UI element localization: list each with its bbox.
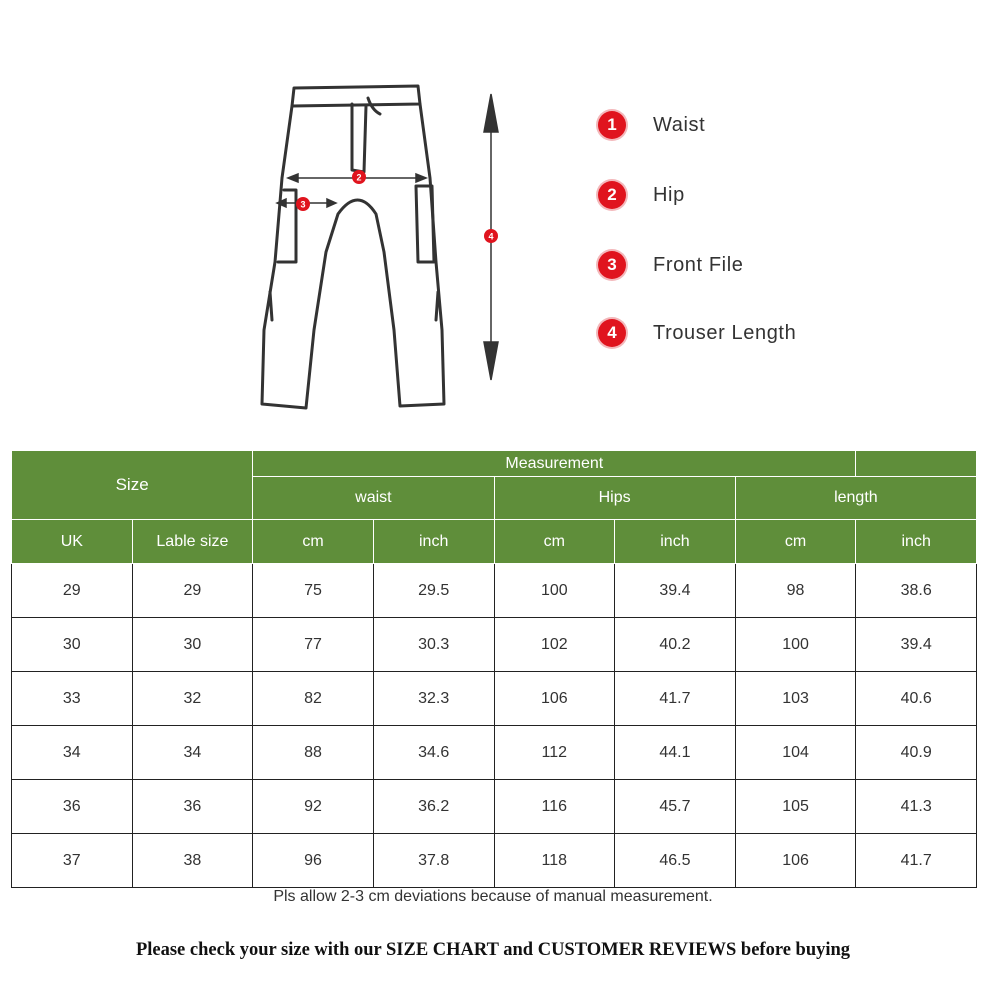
number-badge: 1 [598, 111, 626, 139]
hips-header: Hips [494, 477, 735, 520]
table-cell: 30 [132, 618, 253, 672]
legend-item-trouser-length [598, 318, 796, 348]
table-cell: 36 [12, 780, 133, 834]
table-cell: 37.8 [373, 834, 494, 888]
size-chart-table [11, 450, 977, 888]
table-cell: 103 [735, 672, 856, 726]
table-cell: 33 [12, 672, 133, 726]
table-cell: 41.3 [856, 780, 977, 834]
table-cell: 105 [735, 780, 856, 834]
table-row [12, 834, 977, 888]
table-cell: 36 [132, 780, 253, 834]
table-cell: 116 [494, 780, 615, 834]
table-cell: 106 [494, 672, 615, 726]
size-advice-footer: Please check your size with our SIZE CHART and CUSTOMER REVIEWS before buying [135, 940, 851, 960]
table-cell: 41.7 [615, 672, 736, 726]
column-header-lable-size: Lable size [132, 520, 253, 564]
legend-label: Trouser Length [653, 321, 797, 344]
table-row [12, 726, 977, 780]
table-cell: 32.3 [373, 672, 494, 726]
table-cell: 82 [253, 672, 374, 726]
hip-marker [352, 170, 366, 184]
table-cell: 29 [12, 564, 133, 618]
table-row [12, 618, 977, 672]
column-header-hips-cm: cm [494, 520, 615, 564]
table-cell: 38 [132, 834, 253, 888]
length-marker [484, 229, 498, 243]
number-badge: 4 [598, 319, 626, 347]
trouser-diagram [0, 0, 1000, 430]
number-badge: 2 [598, 181, 626, 209]
table-cell: 75 [253, 564, 374, 618]
legend-item-hip [598, 180, 685, 210]
table-cell: 34.6 [373, 726, 494, 780]
table-cell: 37 [12, 834, 133, 888]
deviation-note: Pls allow 2-3 cm deviations because of manual measurement. [273, 888, 713, 905]
table-cell: 96 [253, 834, 374, 888]
svg-text:4: 4 [488, 231, 494, 242]
table-cell: 104 [735, 726, 856, 780]
table-cell: 92 [253, 780, 374, 834]
table-cell: 112 [494, 726, 615, 780]
table-cell: 30 [12, 618, 133, 672]
svg-text:3: 3 [300, 199, 306, 210]
table-cell: 30.3 [373, 618, 494, 672]
front-file-marker [296, 197, 310, 211]
size-header: Size [12, 451, 253, 520]
legend-item-waist [598, 110, 705, 140]
waist-header: waist [253, 477, 494, 520]
legend-label: Waist [653, 113, 706, 136]
table-cell: 36.2 [373, 780, 494, 834]
table-row [12, 564, 977, 618]
column-header-waist-inch: inch [373, 520, 494, 564]
table-cell: 106 [735, 834, 856, 888]
table-cell: 34 [132, 726, 253, 780]
table-cell: 40.6 [856, 672, 977, 726]
table-row [12, 780, 977, 834]
legend-label: Front File [653, 253, 744, 276]
table-cell: 39.4 [856, 618, 977, 672]
legend-label: Hip [653, 183, 685, 206]
table-row [12, 672, 977, 726]
measurement-header: Measurement [253, 451, 856, 477]
column-header-hips-inch: inch [615, 520, 736, 564]
length-header: length [735, 477, 976, 520]
table-cell: 40.9 [856, 726, 977, 780]
table-cell: 29.5 [373, 564, 494, 618]
table-cell: 41.7 [856, 834, 977, 888]
number-badge: 3 [598, 251, 626, 279]
table-cell: 100 [735, 618, 856, 672]
table-cell: 46.5 [615, 834, 736, 888]
table-cell: 102 [494, 618, 615, 672]
table-cell: 32 [132, 672, 253, 726]
svg-text:2: 2 [356, 172, 362, 183]
header-filler [856, 451, 977, 477]
table-cell: 77 [253, 618, 374, 672]
table-cell: 39.4 [615, 564, 736, 618]
table-cell: 34 [12, 726, 133, 780]
column-header-length-cm: cm [735, 520, 856, 564]
legend-item-front-file [598, 250, 743, 280]
table-cell: 118 [494, 834, 615, 888]
column-header-uk: UK [12, 520, 133, 564]
table-cell: 100 [494, 564, 615, 618]
table-cell: 29 [132, 564, 253, 618]
table-cell: 88 [253, 726, 374, 780]
table-cell: 38.6 [856, 564, 977, 618]
column-header-waist-cm: cm [253, 520, 374, 564]
table-cell: 45.7 [615, 780, 736, 834]
table-cell: 98 [735, 564, 856, 618]
table-cell: 40.2 [615, 618, 736, 672]
table-cell: 44.1 [615, 726, 736, 780]
column-header-length-inch: inch [856, 520, 977, 564]
